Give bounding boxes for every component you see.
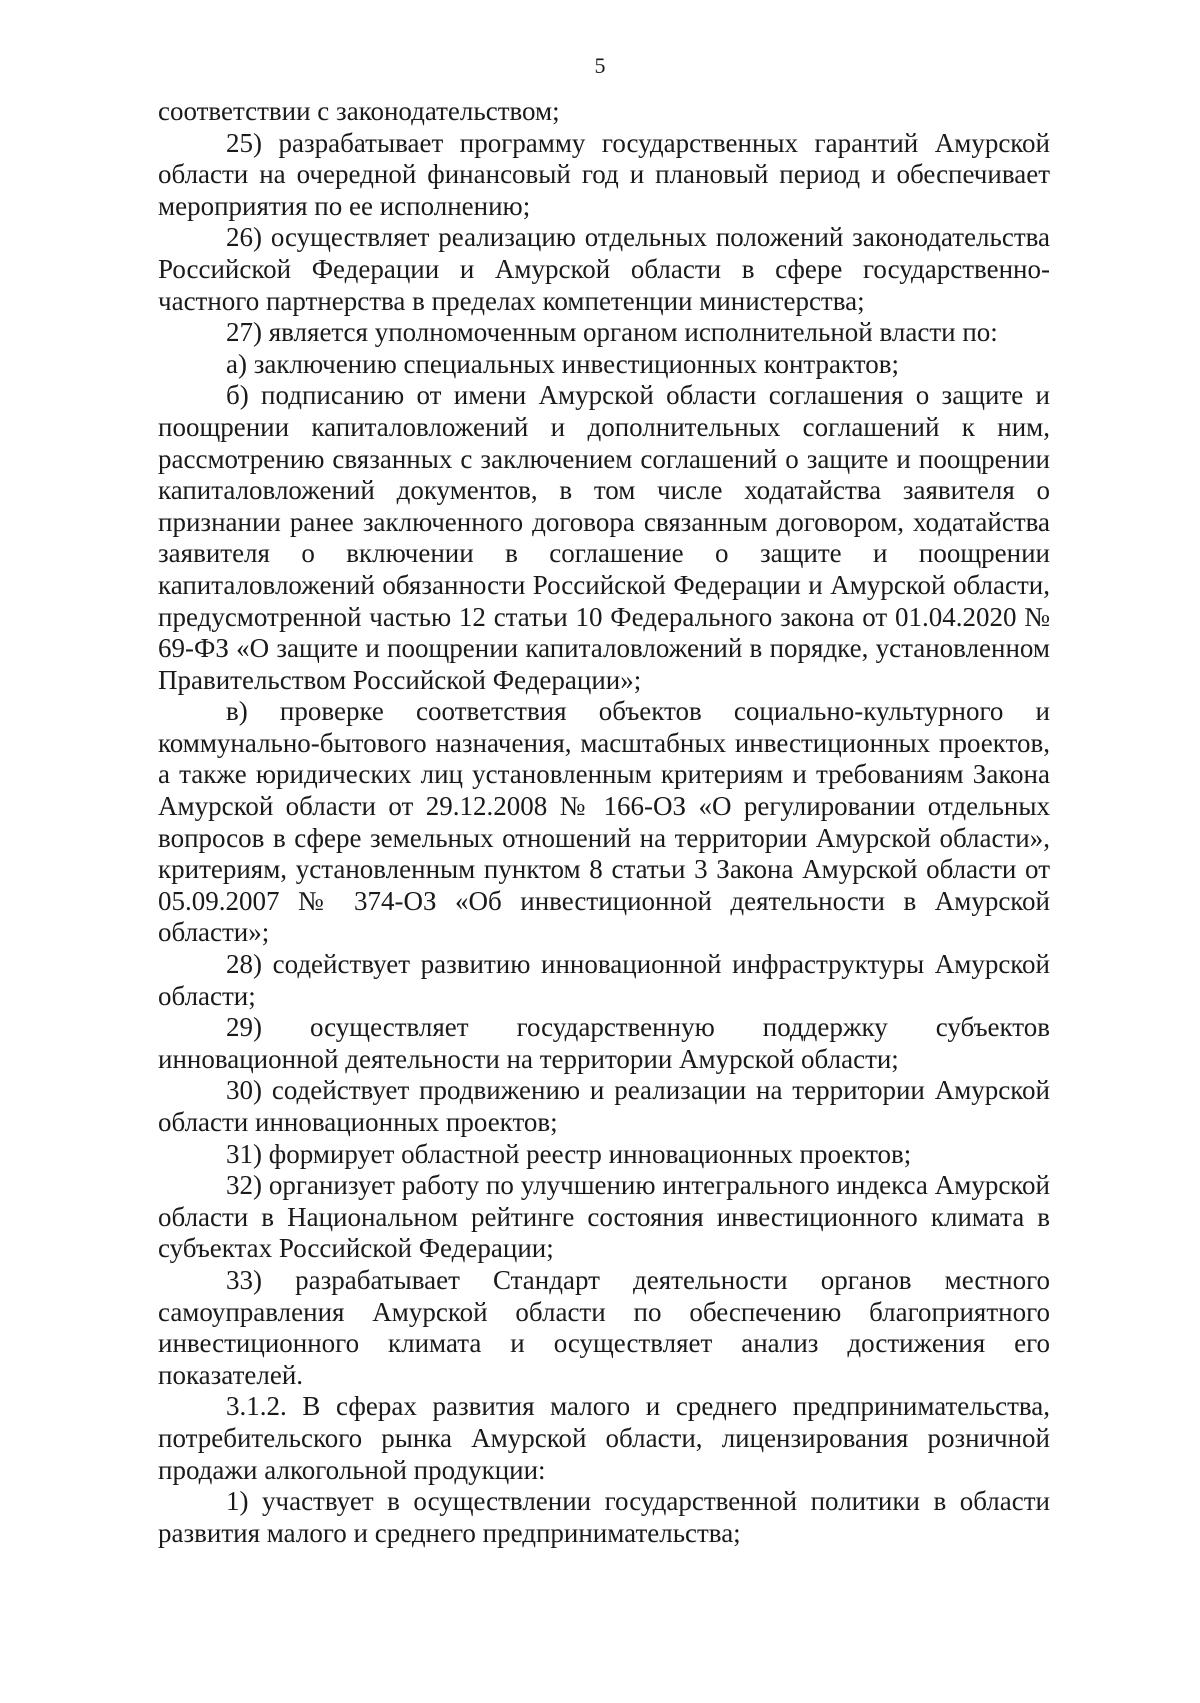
document-body [158, 96, 1050, 1549]
paragraph-continuation: соответствии с законодательством; [158, 96, 560, 126]
page-number: 5 [594, 53, 606, 78]
paragraph-item-29: 29) осуществляет государственную поддержку субъектов инновационной деятельности на территории Амурской области; [158, 1012, 1050, 1074]
paragraph-item-27v: в) проверке соответствия объектов социально-культурного и коммунально-бытового назначения, масштабных инвестиционных проектов, а также юридических лиц установленным критериям и требованиям Закона Амурской области от 29.12.2008 № 166-ОЗ «О регулировании отдельных вопросов в сфере земельных отношений на территории Амурской области», критериям, установленным пунктом 8 статьи 3 Закона Амурской области от 05.09.2007 № 374-ОЗ «Об инвестиционной деятельности в Амурской области»; [158, 696, 1050, 948]
paragraph-item-27: 27) является уполномоченным органом исполнительной власти по: [226, 317, 998, 348]
paragraph-item-1: 1) участвует в осуществлении государственной политики в области развития малого и среднего предпринимательства; [158, 1486, 1050, 1548]
section-3-1-2-heading: 3.1.2. В сферах развития малого и среднего предпринимательства, потребительского рынка Амурской области, лицензирования розничной продажи алкогольной продукции: [158, 1391, 1050, 1485]
paragraph-item-25: 25) разрабатывает программу государственных гарантий Амурской области на очередной финансовый год и плановый период и обеспечивает мероприятия по ее исполнению; [158, 127, 1050, 221]
paragraph-item-33: 33) разрабатывает Стандарт деятельности органов местного самоуправления Амурской области по обеспечению благоприятного инвестиционного климата и осуществляет анализ достижения его показателей. [158, 1264, 1050, 1390]
paragraph-item-30: 30) содействует продвижению и реализации на территории Амурской области инновационных проектов; [158, 1075, 1050, 1137]
paragraph-item-28: 28) содействует развитию инновационной инфраструктуры Амурской области; [158, 949, 1050, 1011]
paragraph-item-32: 32) организует работу по улучшению интегрального индекса Амурской области в Национальном рейтинге состояния инвестиционного климата в субъектах Российской Федерации; [158, 1170, 1050, 1264]
paragraph-item-27b: б) подписанию от имени Амурской области соглашения о защите и поощрении капиталовложений и дополнительных соглашений к ним, рассмотрению связанных с заключением соглашений о защите и поощрении капиталовложений документов, в том числе ходатайства заявителя о признании ранее заключенного договора связанным договором, ходатайства заявителя о включении в соглашение о защите и поощрении капиталовложений обязанности Российской Федерации и Амурской области, предусмотренной частью 12 статьи 10 Федерального закона от 01.04.2020 № 69-ФЗ «О защите и поощрении капиталовложений в порядке, установленном Правительством Российской Федерации»; [158, 380, 1050, 695]
paragraph-item-31: 31) формирует областной реестр инновационных проектов; [226, 1138, 912, 1169]
paragraph-item-26: 26) осуществляет реализацию отдельных положений законодательства Российской Федерации и Амурской области в сфере государственно-частного партнерства в пределах компетенции министерства; [158, 222, 1050, 316]
paragraph-item-27a: а) заключению специальных инвестиционных контрактов; [226, 348, 899, 379]
